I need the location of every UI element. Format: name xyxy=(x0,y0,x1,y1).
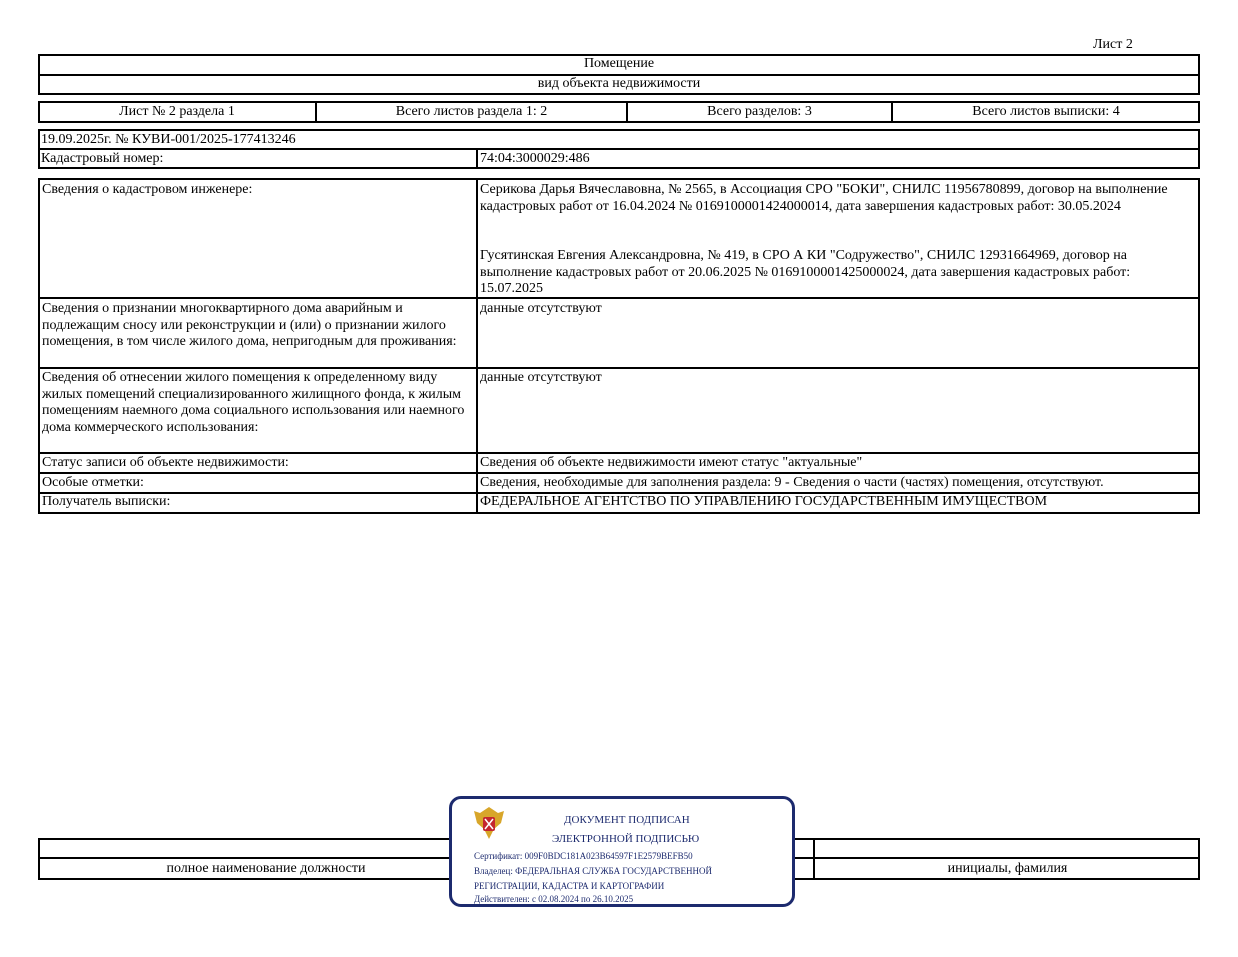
cadastral-label: Кадастровый номер: xyxy=(41,151,164,166)
object-type-caption: вид объекта недвижимости xyxy=(537,76,701,91)
stamp-certificate: Сертификат: 009F0BDC181A023B64597F1E2579BEFB50 xyxy=(474,851,693,861)
sheet-of-section: Лист № 2 раздела 1 xyxy=(119,104,235,119)
stamp-line-2: ЭЛЕКТРОННОЙ ПОДПИСЬЮ xyxy=(552,833,700,845)
engineer-label: Сведения о кадастровом инженере: xyxy=(42,182,253,197)
stamp-validity: Действителен: с 02.08.2024 по 26.10.2025 xyxy=(474,894,634,904)
doc-number: 19.09.2025г. № КУВИ-001/2025-177413246 xyxy=(41,132,296,147)
cadastral-number: 74:04:3000029:486 xyxy=(480,151,590,166)
electronic-signature-stamp xyxy=(449,796,795,907)
extract-sheets-total: Всего листов выписки: 4 xyxy=(972,104,1120,119)
status-value: Сведения об объекте недвижимости имеют статус "актуальные" xyxy=(480,455,863,470)
position-caption: полное наименование должности xyxy=(166,861,366,876)
name-caption: инициалы, фамилия xyxy=(947,861,1068,876)
section-sheets-total: Всего листов раздела 1: 2 xyxy=(395,104,548,119)
engineer-value-1: Серикова Дарья Вячеславовна, № 2565, в Ассоциация СРО "БОКИ", СНИЛС 11956780899, договор на выполнение кадастровых работ от 16.04.2024 № 0169100001424000014, дата завершения кадастровых работ: 30.05.2024 xyxy=(480,182,1168,214)
stamp-owner-2: РЕГИСТРАЦИИ, КАДАСТРА И КАРТОГРАФИИ xyxy=(474,881,665,891)
stamp-owner-1: Владелец: ФЕДЕРАЛЬНАЯ СЛУЖБА ГОСУДАРСТВЕННОЙ xyxy=(474,866,713,876)
sections-total: Всего разделов: 3 xyxy=(707,104,812,119)
coat-of-arms-icon xyxy=(472,803,506,843)
recipient-value: ФЕДЕРАЛЬНОЕ АГЕНТСТВО ПО УПРАВЛЕНИЮ ГОСУДАРСТВЕННЫМ ИМУЩЕСТВОМ xyxy=(480,494,1048,509)
stamp-line-1: ДОКУМЕНТ ПОДПИСАН xyxy=(564,814,690,826)
emergency-value: данные отсутствуют xyxy=(480,301,602,316)
engineer-value-2: Гусятинская Евгения Александровна, № 419, в СРО А КИ "Содружество", СНИЛС 12931664969, договор на выполнение кадастровых работ от 20.06.2025 № 0169100001425000024, дата завершения кадастровых работ: 15.07.2025 xyxy=(480,248,1131,296)
special-marks-value: Сведения, необходимые для заполнения раздела: 9 - Сведения о части (частях) помещения, отсутствуют. xyxy=(480,475,1104,490)
recipient-label: Получатель выписки: xyxy=(42,494,171,509)
sheet-label: Лист 2 xyxy=(1093,37,1133,52)
object-title: Помещение xyxy=(583,56,655,71)
housing-type-value: данные отсутствуют xyxy=(480,370,602,385)
status-label: Статус записи об объекте недвижимости: xyxy=(42,455,289,470)
emergency-label: Сведения о признании многоквартирного дома аварийным и подлежащим сносу или реконструкции и (или) о признании жилого помещения, в том числе жилого дома, непригодным для проживания: xyxy=(42,301,457,349)
special-marks-label: Особые отметки: xyxy=(42,475,144,490)
housing-type-label: Сведения об отнесении жилого помещения к определенному виду жилых помещений специализированного жилищного фонда, к жилым помещениям наемного дома социального использования или наемного дома коммерческого использования: xyxy=(42,370,465,435)
